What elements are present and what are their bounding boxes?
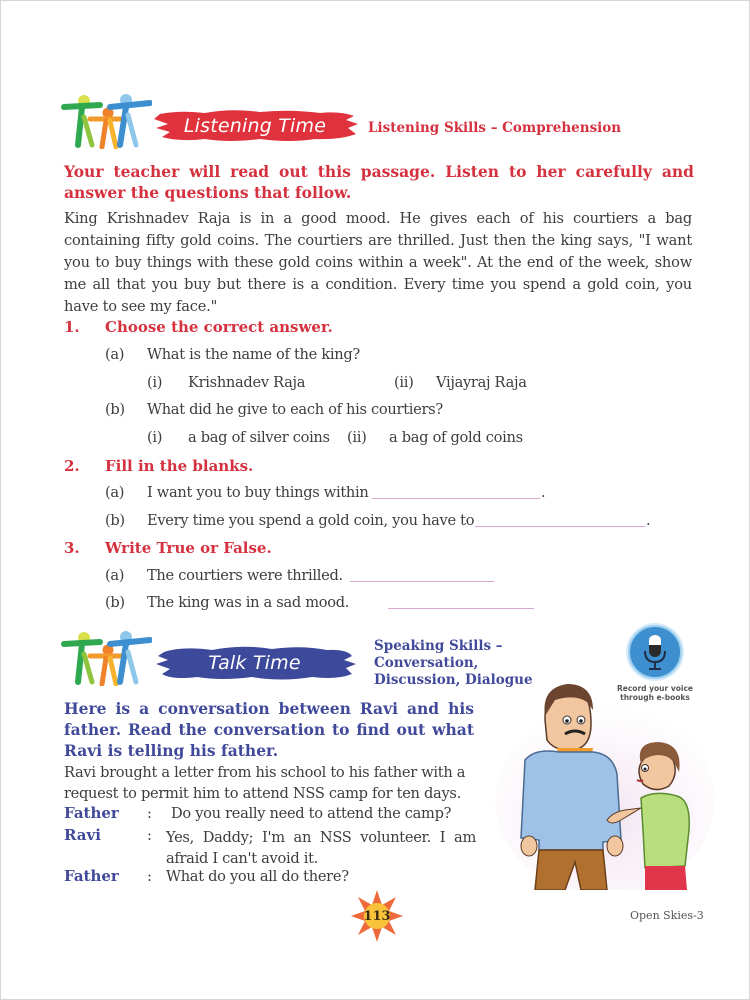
q1a-option-i-label: (i) [147, 374, 163, 391]
q1b-option-ii-text[interactable]: a bag of gold coins [389, 429, 523, 446]
q1b-label: (b) [105, 401, 125, 418]
book-title: Open Skies-3 [630, 909, 704, 922]
passage-text: King Krishnadev Raja is in a good mood. He gives each of his courtiers a bag containing fifty gold coins. The courtiers are thrilled. Just then the king says, "I want you to buy things with these gold coins within a week". At the end of the week, show me all that you buy but there is a condition. Every time you spend a gold coin, you have to see my face." [64, 210, 692, 315]
question-3-heading: Write True or False. [105, 539, 272, 557]
q2b-text: Every time you spend a gold coin, you have to [147, 512, 475, 529]
q3b-text: The king was in a sad mood. [147, 594, 350, 611]
question-1-heading: Choose the correct answer. [105, 318, 333, 336]
skill-line: Discussion, Dialogue [374, 672, 533, 688]
q2a-answer-blank[interactable] [372, 484, 540, 499]
q1a-text: What is the name of the king? [147, 346, 360, 363]
question-3-number: 3. [64, 539, 80, 557]
listening-instruction: Your teacher will read out this passage. Listen to her carefully and answer the questions that follow. [64, 162, 694, 202]
dialogue-separator: : [147, 868, 152, 885]
mic-label-line: Record your voice [617, 684, 693, 693]
children-group-icon [60, 93, 152, 149]
children-group-icon [60, 630, 152, 686]
mic-label-line: through e-books [620, 693, 690, 702]
q1b-option-i-text[interactable]: a bag of silver coins [188, 429, 330, 446]
page-number: 113 [363, 908, 391, 924]
skill-line: Speaking Skills – [374, 638, 503, 654]
dialogue-speaker: Father [64, 867, 119, 885]
banner-label: Listening Time [183, 115, 327, 137]
q1a-option-i-text[interactable]: Krishnadev Raja [188, 374, 306, 391]
dialogue-speaker: Father [64, 804, 119, 822]
talk-time-banner [152, 644, 357, 682]
dialogue-separator: : [147, 805, 152, 822]
father-and-son-illustration [495, 680, 715, 890]
q1b-option-i-label: (i) [147, 429, 163, 446]
dialogue-speaker: Ravi [64, 826, 101, 844]
q1b-option-ii-label: (ii) [347, 429, 367, 446]
q3b-label: (b) [105, 594, 125, 611]
listening-skill-label: Listening Skills – Comprehension [368, 120, 622, 136]
q1a-option-ii-label: (ii) [394, 374, 414, 391]
page-number-badge [350, 889, 404, 943]
q2b-label: (b) [105, 512, 125, 529]
q3b-answer-blank[interactable] [388, 594, 534, 609]
talk-instruction: Here is a conversation between Ravi and his father. Read the conversation to find out what Ravi is telling his father. [64, 699, 474, 760]
question-1-number: 1. [64, 318, 80, 336]
q1b-text: What did he give to each of his courtiers? [147, 401, 443, 418]
question-2-number: 2. [64, 457, 80, 475]
q2a-label: (a) [105, 484, 125, 501]
conversation-intro: Ravi brought a letter from his school to his father with a request to permit him to attend NSS camp for ten days. [64, 764, 466, 802]
q2a-suffix: . [541, 484, 546, 501]
q1a-option-ii-text[interactable]: Vijayraj Raja [436, 374, 527, 391]
q2b-suffix: . [646, 512, 651, 529]
q2b-answer-blank[interactable] [475, 512, 645, 527]
q3a-text: The courtiers were thrilled. [147, 567, 343, 584]
dialogue-line: What do you all do there? [166, 868, 349, 885]
listening-time-banner [150, 108, 360, 144]
skill-line: Conversation, [374, 655, 479, 671]
dialogue-separator: : [147, 827, 152, 844]
question-2-heading: Fill in the blanks. [105, 457, 254, 475]
q1a-label: (a) [105, 346, 125, 363]
dialogue-line: Do you really need to attend the camp? [171, 805, 452, 822]
dialogue-line: Yes, Daddy; I'm an NSS volunteer. I am afraid I can't avoid it. [166, 829, 476, 867]
q3a-label: (a) [105, 567, 125, 584]
microphone-icon[interactable] [628, 625, 682, 679]
q3a-answer-blank[interactable] [350, 567, 494, 582]
banner-label: Talk Time [208, 652, 301, 674]
q2a-text: I want you to buy things within [147, 484, 369, 501]
